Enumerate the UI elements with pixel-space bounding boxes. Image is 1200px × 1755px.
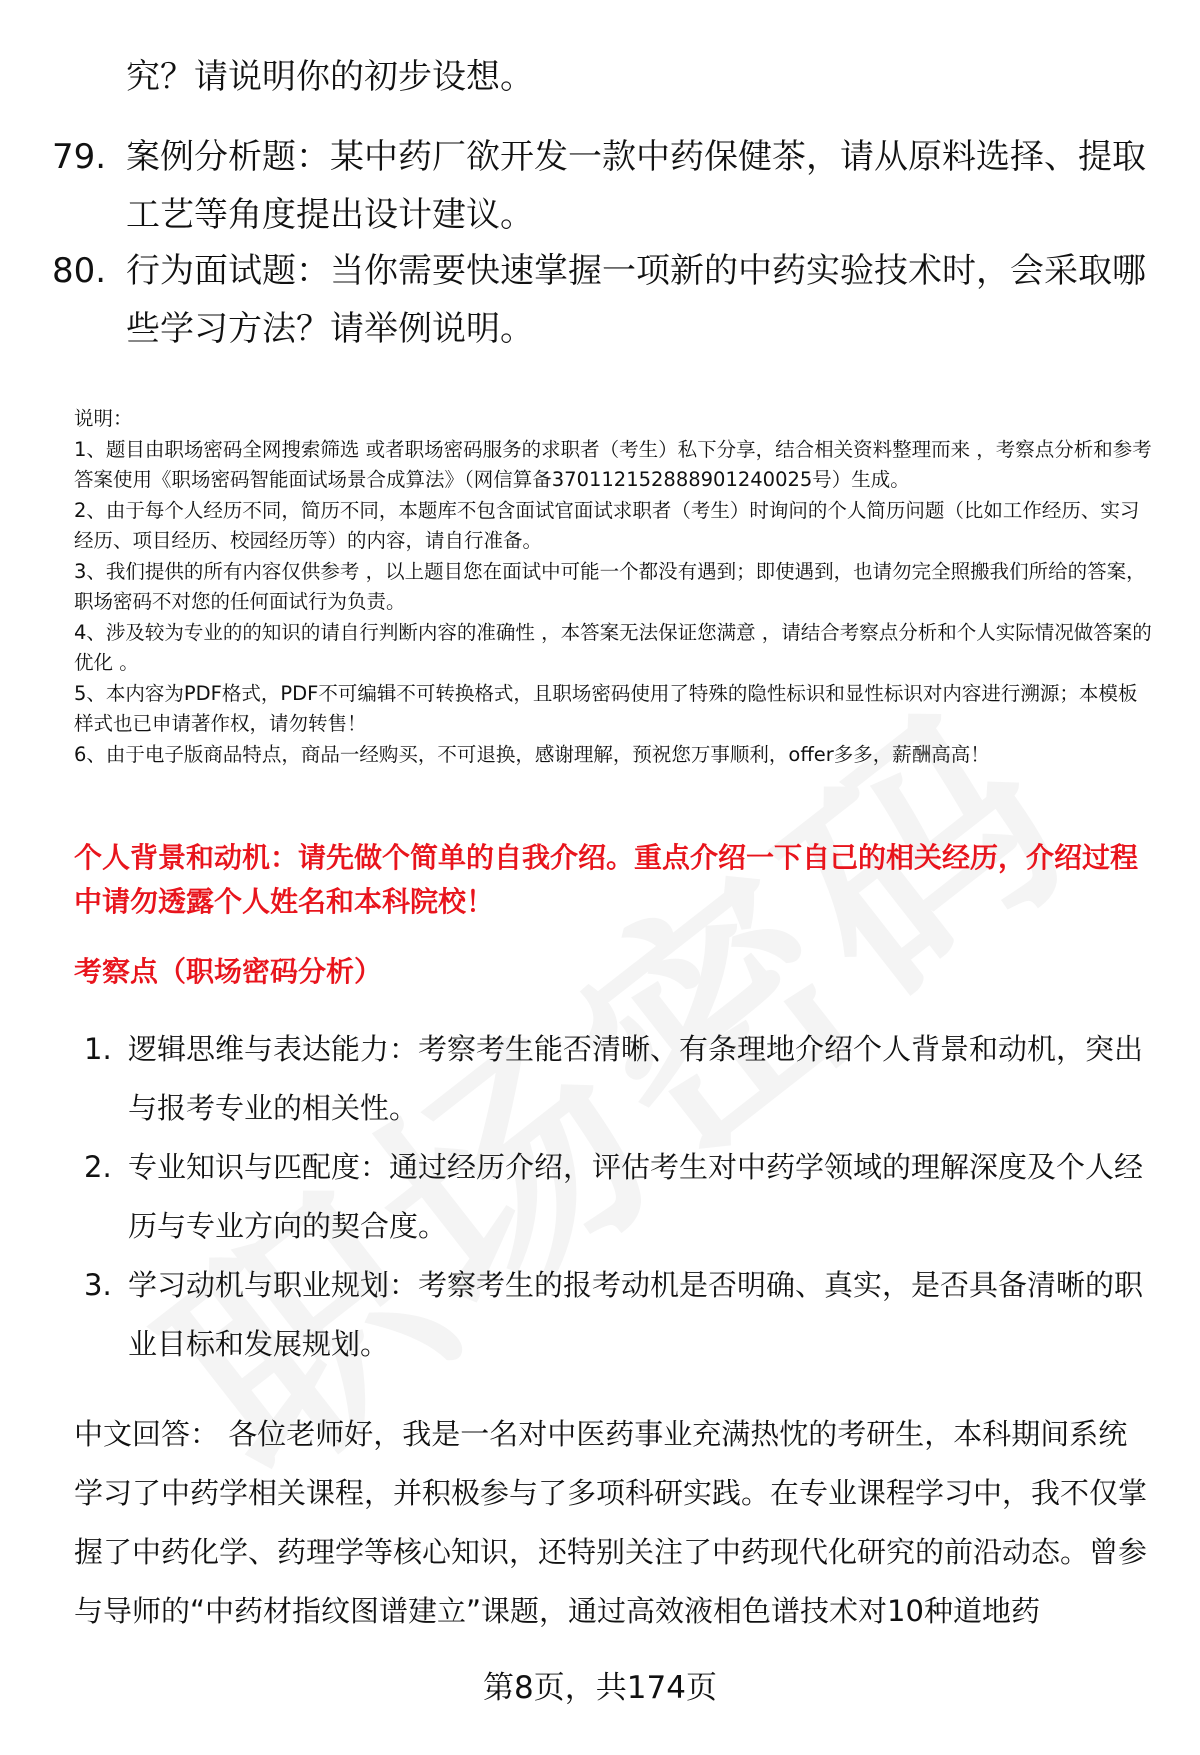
note-item: 2、由于每个人经历不同，简历不同，本题库不包含面试官面试求职者（考生）时询问的个人简历问题（比如工作经历、实习经历、项目经历、校园经历等）的内容，请自行准备。: [74, 498, 1140, 552]
notes-heading: 说明：: [74, 407, 133, 430]
point-text: 学习动机与职业规划：考察考生的报考动机是否明确、真实，是否具备清晰的职业目标和发展规划。: [128, 1268, 1144, 1361]
note-item: 6、由于电子版商品特点，商品一经购买，不可退换，感谢理解，预祝您万事顺利，offer多多，薪酬高高！: [74, 742, 990, 766]
answer-label: 中文回答：: [74, 1417, 220, 1451]
question-text: 案例分析题：某中药厂欲开发一款中药保健茶，请从原料选择、提取工艺等角度提出设计建议。: [126, 137, 1146, 235]
question-text: 行为面试题：当你需要快速掌握一项新的中药实验技术时，会采取哪些学习方法？请举例说明。: [126, 251, 1146, 349]
note-item: 1、题目由职场密码全网搜索筛选 或者职场密码服务的求职者（考生）私下分享，结合相关资料整理而来 ，考察点分析和参考答案使用《职场密码智能面试场景合成算法》（网信算备370112152888901240025号）生成。: [74, 437, 1152, 491]
answer-paragraph: [74, 1405, 1154, 1641]
note-item: 5、本内容为PDF格式，PDF不可编辑不可转换格式，且职场密码使用了特殊的隐性标识和显性标识对内容进行溯源；本模板样式也已申请著作权，请勿转售！: [74, 681, 1138, 735]
point-number: 1.: [84, 1032, 112, 1066]
background-question-heading: 个人背景和动机：请先做个简单的自我介绍。重点介绍一下自己的相关经历，介绍过程中请勿透露个人姓名和本科院校！: [74, 841, 1139, 918]
answer-text: 各位老师好，我是一名对中医药事业充满热忱的考研生，本科期间系统学习了中药学相关课程，并积极参与了多项科研实践。在专业课程学习中，我不仅掌握了中药化学、药理学等核心知识，还特别关注了中药现代化研究的前沿动态。曾参与导师的“中药材指纹图谱建立”课题，通过高效液相色谱技术对10种道地药: [74, 1417, 1148, 1628]
analysis-title: 考察点（职场密码分析）: [74, 955, 383, 988]
page-footer: 第8页，共174页: [483, 1670, 717, 1706]
question-number: 79.: [52, 137, 107, 177]
point-number: 3.: [84, 1268, 112, 1302]
notes-section: [74, 404, 1154, 770]
point-number: 2.: [84, 1150, 112, 1184]
previous-question-text: 究？请说明你的初步设想。: [126, 57, 534, 97]
note-item: 4、涉及较为专业的的知识的请自行判断内容的准确性 ，本答案无法保证您满意 ，请结合考察点分析和个人实际情况做答案的优化 。: [74, 620, 1152, 674]
point-text: 专业知识与匹配度：通过经历介绍，评估考生对中药学领域的理解深度及个人经历与专业方向的契合度。: [128, 1150, 1144, 1243]
question-number: 80.: [52, 251, 107, 291]
note-item: 3、我们提供的所有内容仅供参考 ，以上题目您在面试中可能一个都没有遇到；即使遇到，也请勿完全照搬我们所给的答案，职场密码不对您的任何面试行为负责。: [74, 559, 1146, 613]
point-text: 逻辑思维与表达能力：考察考生能否清晰、有条理地介绍个人背景和动机，突出与报考专业的相关性。: [128, 1032, 1144, 1125]
